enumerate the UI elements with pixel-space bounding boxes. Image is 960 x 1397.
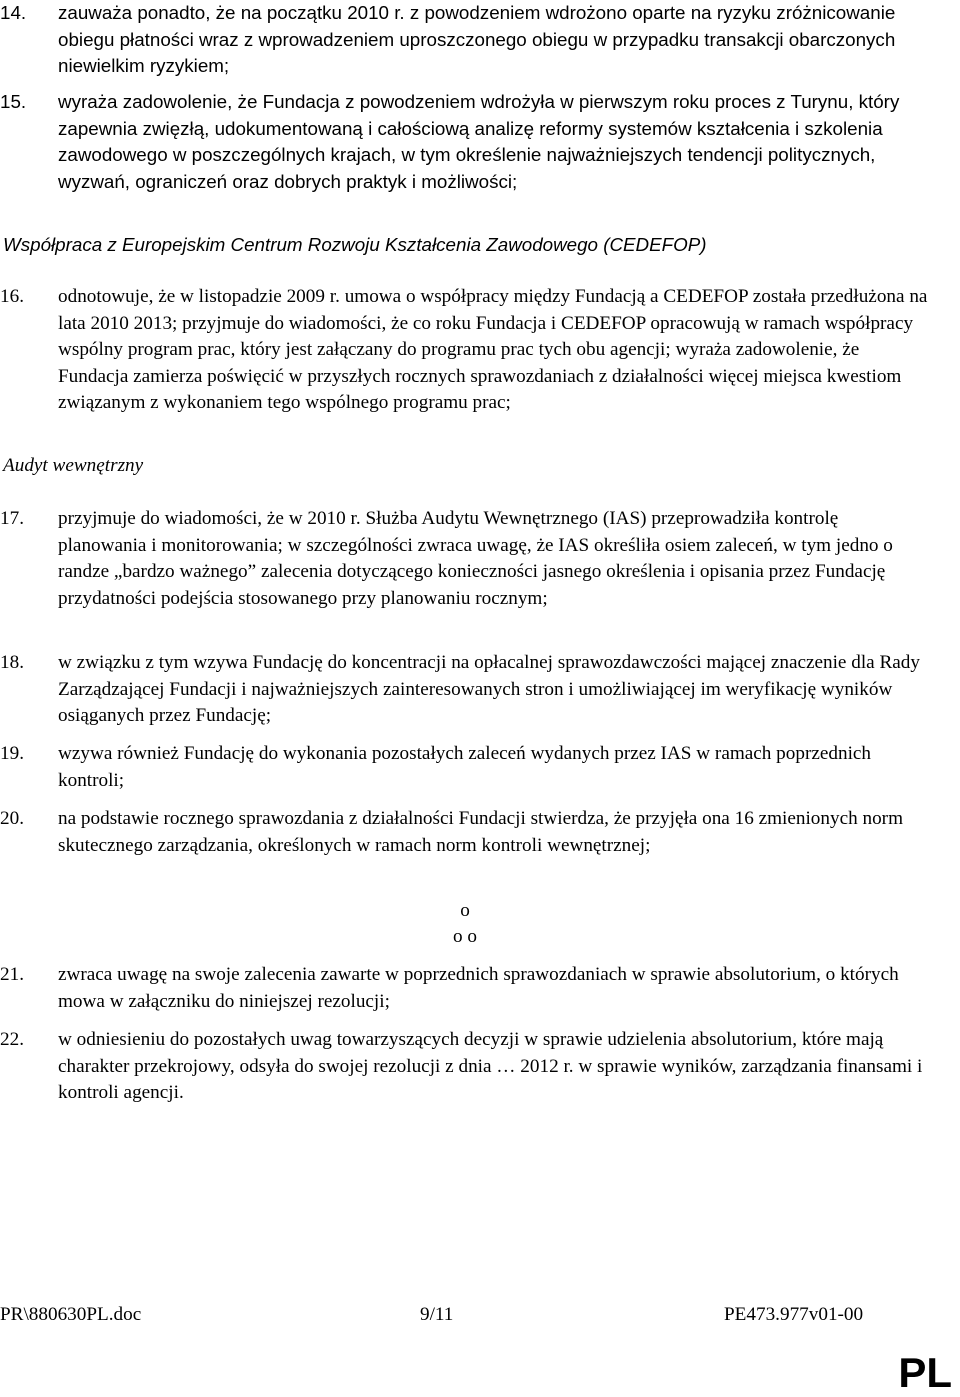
paragraph-text: przyjmuje do wiadomości, że w 2010 r. Służba Audytu Wewnętrznego (IAS) przeprowadziła kontrolę planowania i monitorowania; w szczególności zwraca uwagę, że IAS określiła osiem zaleceń, w tym jedno o randze „bardzo ważnego” zalecenia dotyczącego konieczności jasnego określenia i opisania przez Fundację przydatności podejścia stosowanego przy planowaniu rocznym; [58, 508, 893, 609]
section-heading-audit: Audyt wewnętrzny [3, 455, 144, 476]
language-label: PL [898, 1349, 952, 1396]
paragraph-14 [0, 0, 930, 80]
paragraph-20 [0, 806, 930, 859]
paragraph-text: zwraca uwagę na swoje zalecenia zawarte w poprzednich sprawozdaniach w sprawie absolutorium, o których mowa w załączniku do niniejszej rezolucji; [58, 964, 899, 1012]
footer-page-number: 9/11 [420, 1304, 454, 1325]
footer-reference: PE473.977v01-00 [724, 1304, 864, 1325]
page-footer [0, 1304, 960, 1334]
paragraph-number: 19. [0, 743, 24, 764]
paragraph-text: odnotowuje, że w listopadzie 2009 r. umowa o współpracy między Fundacją a CEDEFOP została przedłużona na lata 2010 2013; przyjmuje do wiadomości, że co roku Fundacja i CEDEFOP opracowują w ramach współpracy wspólny program prac, który jest załączany do programu prac tych obu agencji; wyraża zadowolenie, że Fundacja zamierza poświęcić w przyszłych rocznych sprawozdaniach z działalności więcej miejsca kwestiom związanym z wykonaniem tego wspólnego programu prac; [58, 286, 928, 413]
separator-bottom: o o [453, 926, 477, 947]
paragraph-number: 21. [0, 964, 24, 985]
paragraph-22 [0, 1027, 930, 1107]
paragraph-17 [0, 506, 930, 612]
separator-top: o [460, 900, 470, 921]
paragraph-text: zauważa ponadto, że na początku 2010 r. z powodzeniem wdrożono oparte na ryzyku zróżnicowanie obiegu płatności wraz z wprowadzeniem uproszczonego obiegu w przypadku transakcji obarczonych niewielkim ryzykiem; [58, 2, 896, 76]
paragraph-number: 17. [0, 508, 24, 529]
paragraph-number: 16. [0, 286, 24, 307]
paragraph-text: w związku z tym wzywa Fundację do koncentracji na opłacalnej sprawozdawczości mającej znaczenie dla Rady Zarządzającej Fundacji i najważniejszych zainteresowanych stron i umożliwiającej im weryfikację wyników osiąganych przez Fundację; [58, 652, 920, 726]
paragraph-text: na podstawie rocznego sprawozdania z działalności Fundacji stwierdza, że przyjęła ona 16 zmienionych norm skutecznego zarządzania, określonych w ramach norm kontroli wewnętrznej; [58, 808, 903, 856]
paragraph-number: 15. [0, 91, 27, 112]
paragraph-text: w odniesieniu do pozostałych uwag towarzyszących decyzji w sprawie udzielenia absolutorium, które mają charakter przekrojowy, odsyła do swojej rezolucji z dnia … 2012 r. w sprawie wyników, zarządzania finansami i kontroli agencji. [58, 1029, 923, 1103]
paragraph-16 [0, 284, 930, 417]
section-heading-cedefop: Współpraca z Europejskim Centrum Rozwoju Kształcenia Zawodowego (CEDEFOP) [3, 234, 707, 255]
paragraph-19 [0, 741, 930, 794]
paragraph-text: wyraża zadowolenie, że Fundacja z powodzeniem wdrożyła w pierwszym roku proces z Turynu, który zapewnia zwięzłą, udokumentowaną i całościową analizę reformy systemów kształcenia i szkolenia zawodowego w poszczególnych krajach, w tym określenie najważniejszych tendencji politycznych, wyzwań, ograniczeń oraz dobrych praktyk i możliwości; [58, 91, 900, 192]
paragraph-15 [0, 89, 930, 195]
paragraph-number: 14. [0, 2, 27, 23]
paragraph-number: 18. [0, 652, 24, 673]
paragraph-number: 22. [0, 1029, 24, 1050]
paragraph-18 [0, 650, 930, 730]
paragraph-21 [0, 962, 930, 1015]
paragraph-number: 20. [0, 808, 24, 829]
footer-document-name: PR\880630PL.doc [0, 1304, 142, 1325]
paragraph-text: wzywa również Fundację do wykonania pozostałych zaleceń wydanych przez IAS w ramach poprzednich kontroli; [58, 743, 872, 791]
